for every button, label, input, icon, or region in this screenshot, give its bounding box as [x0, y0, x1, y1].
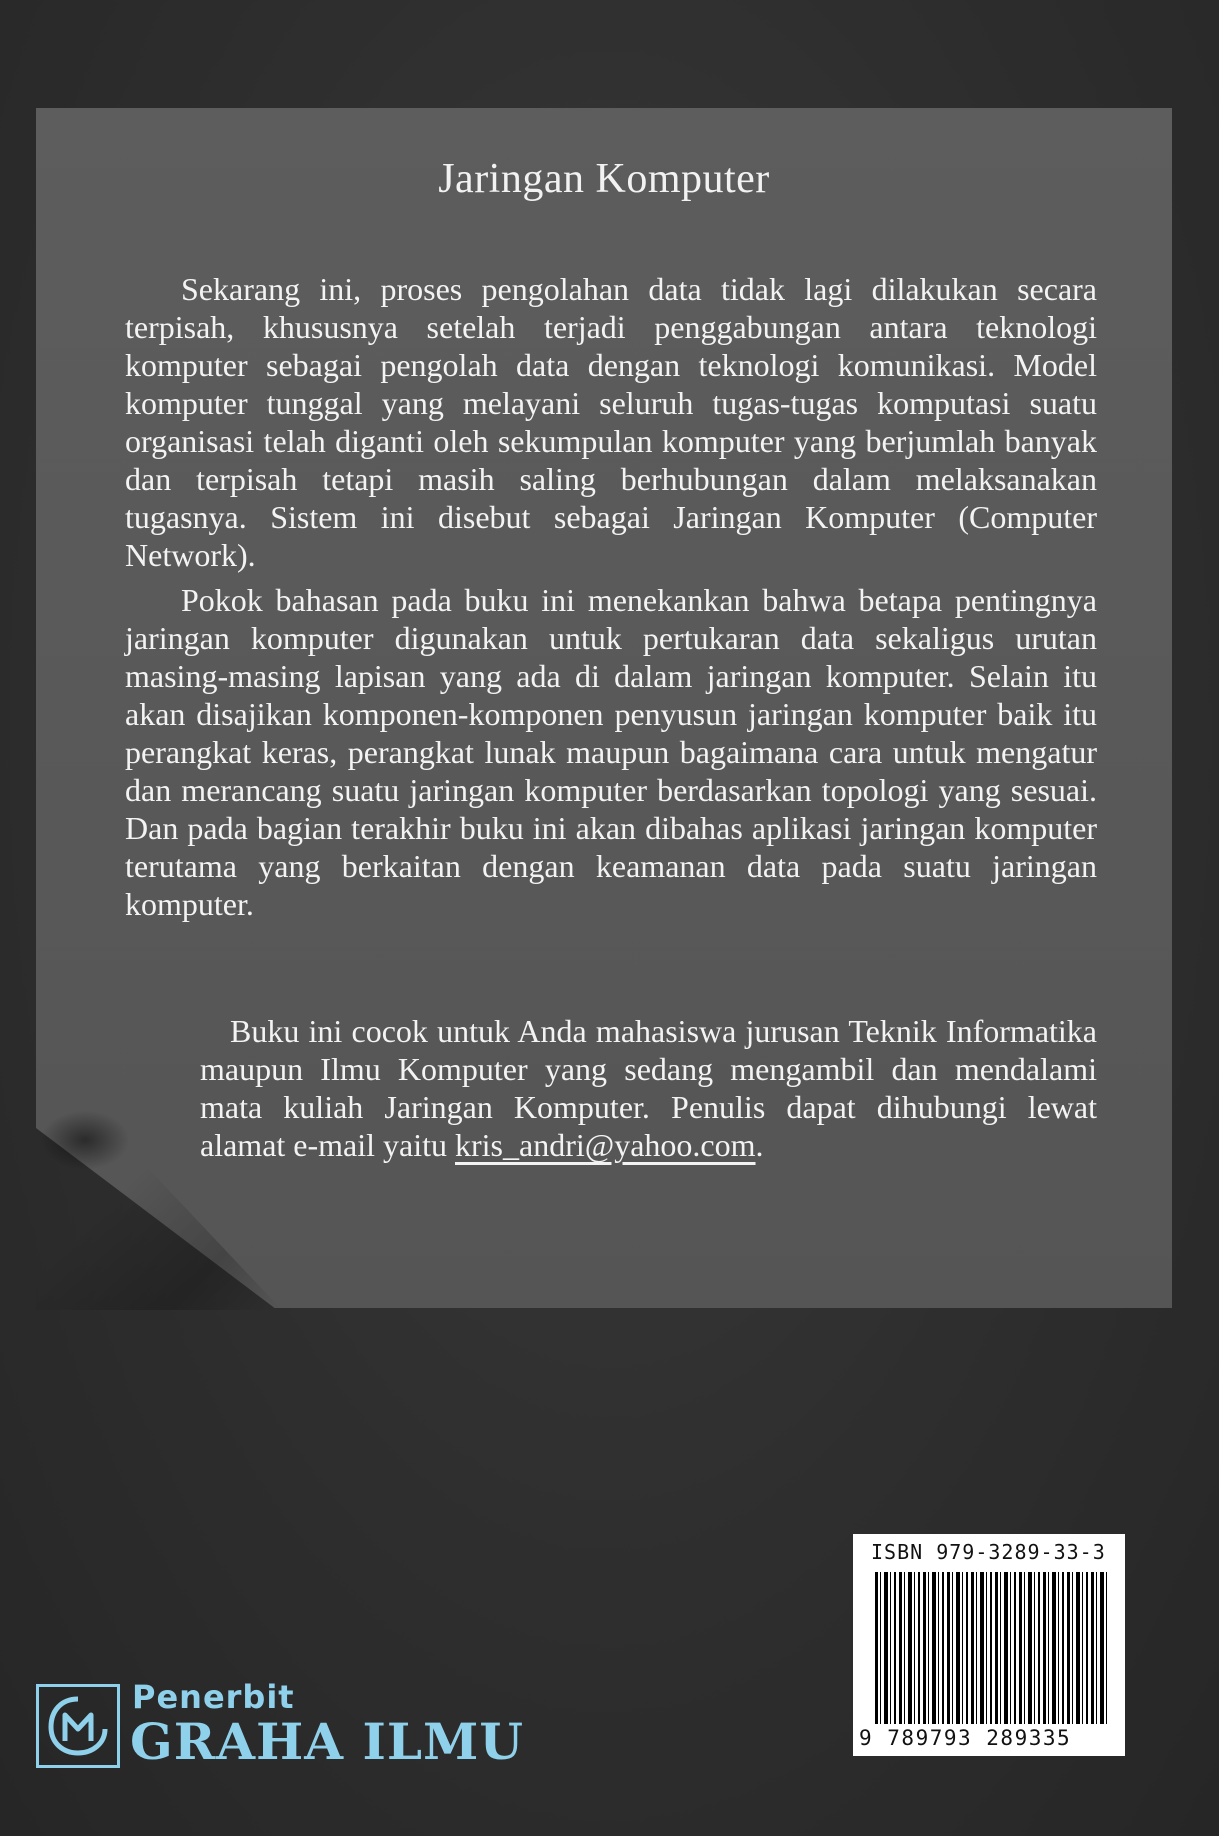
closing-text: Buku ini cocok untuk Anda mahasiswa jurusan Teknik Informatika maupun Ilmu Komputer yang sedang mengambil dan mendalami mata kuliah Jaringan Komputer. Penulis dapat dihubungi lewat alamat e-mail yaitu — [200, 1013, 1097, 1163]
blurb-paragraph-1: Sekarang ini, proses pengolahan data tidak lagi dilakukan secara terpisah, khususnya setelah terjadi penggabungan antara teknologi komputer sebagai pengolah data dengan teknologi komunikasi. Model komputer tunggal yang melayani seluruh tugas-tugas komputasi suatu organisasi telah diganti oleh sekumpulan komputer yang berjumlah banyak dan terpisah tetapi masih saling berhubungan dalam melaksanakan tugasnya. Sistem ini disebut sebagai Jaringan Komputer (Computer Network). — [125, 271, 1097, 573]
publisher-label: Penerbit — [132, 1678, 295, 1716]
author-email-link[interactable]: kris_andri@yahoo.com — [455, 1127, 756, 1163]
book-title: Jaringan Komputer — [438, 156, 770, 202]
barcode-digits: 9 789793 289335 — [859, 1726, 1072, 1750]
graha-ilmu-logo-icon — [36, 1684, 120, 1768]
page-curl-shadow — [40, 1110, 130, 1170]
barcode-bars — [875, 1572, 1107, 1724]
closing-period: . — [755, 1127, 764, 1163]
blurb-paragraph-2: Pokok bahasan pada buku ini menekankan bahwa betapa pentingnya jaringan komputer digunakan untuk pertukaran data sekaligus urutan masing-masing lapisan yang ada di dalam jaringan komputer. Selain itu akan disajikan komponen-komponen penyusun jaringan komputer baik itu perangkat keras, perangkat lunak maupun bagaimana cara untuk mengatur dan merancang suatu jaringan komputer berdasarkan topologi yang sesuai. Dan pada bagian terakhir buku ini akan dibahas aplikasi jaringan komputer terutama yang berkaitan dengan keamanan data pada suatu jaringan komputer. — [125, 582, 1097, 922]
blurb-closing — [200, 1012, 1097, 1164]
blurb-body — [125, 270, 1097, 930]
closing-paragraph — [200, 1012, 1097, 1164]
isbn-barcode-box — [853, 1534, 1125, 1756]
publisher-name: GRAHA ILMU — [130, 1712, 524, 1771]
logo-mark-icon — [43, 1691, 113, 1761]
isbn-label: ISBN 979-3289-33-3 — [871, 1540, 1106, 1564]
